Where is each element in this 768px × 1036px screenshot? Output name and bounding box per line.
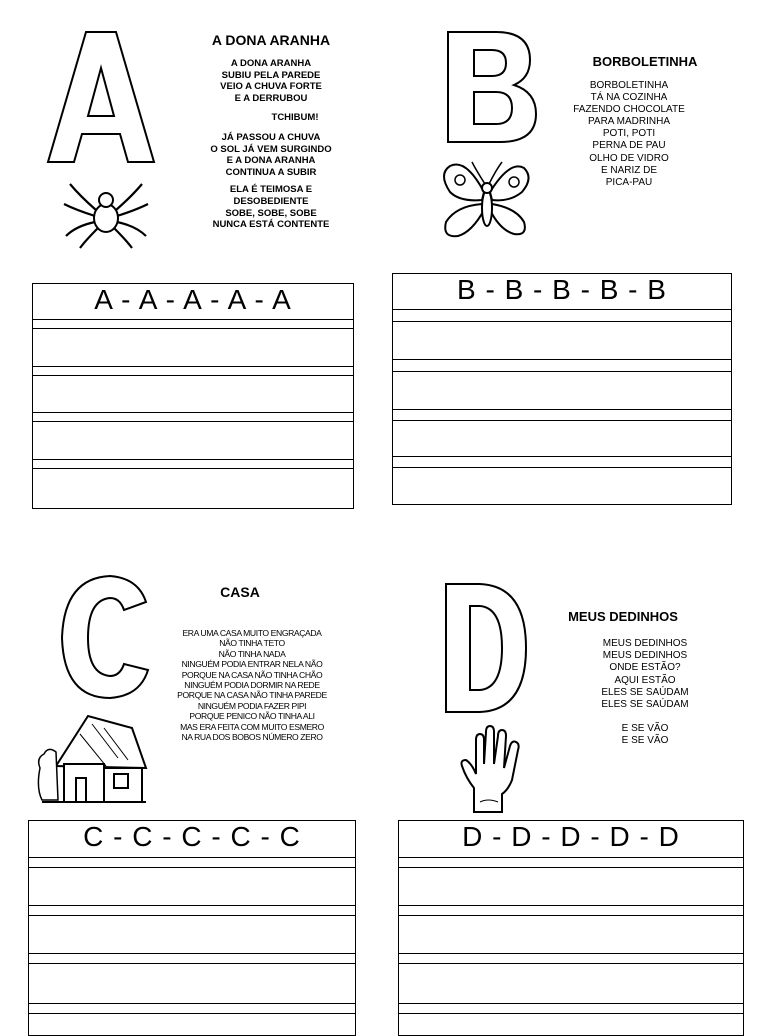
writing-line	[393, 309, 731, 310]
poem-line: O SOL JÁ VEM SURGINDO	[210, 143, 332, 155]
poem-line: BORBOLETINHA	[589, 80, 669, 91]
practice-letters-b: B - B - B - B - B	[457, 274, 667, 305]
poem-b	[554, 80, 704, 189]
poem-line: FAZENDO CHOCOLATE	[573, 104, 685, 116]
writing-line[interactable]	[33, 328, 353, 329]
poem-line: JÁ PASSOU A CHUVA	[221, 131, 321, 143]
poem-d	[580, 638, 710, 748]
writing-line	[399, 953, 743, 954]
poem-title-c: CASA	[220, 584, 260, 600]
poem-line: E NARIZ DE	[600, 164, 658, 176]
poem-line: DESOBEDIENTE	[233, 195, 309, 207]
poem-line: E SE VÃO	[621, 735, 669, 747]
writing-line	[29, 953, 355, 954]
poem-line: NÃO TINHA TETO	[219, 638, 285, 649]
writing-line[interactable]	[393, 456, 731, 457]
poem-line: CONTINUA A SUBIR	[225, 166, 317, 178]
poem-line: ELES SE SAÚDAM	[601, 686, 689, 698]
butterfly-illustration	[436, 152, 536, 246]
writing-line[interactable]	[29, 1003, 355, 1004]
writing-line	[29, 915, 355, 916]
writing-line	[399, 915, 743, 916]
poem-line: E A DONA ARANHA	[226, 155, 316, 167]
practice-letters-d: D - D - D - D - D	[462, 821, 680, 852]
poem-line: TCHIBUM!	[271, 112, 319, 124]
poem-line: SOBE, SOBE, SOBE	[225, 207, 317, 219]
letter-c-outline	[58, 572, 154, 702]
poem-line: OLHO DE VIDRO	[589, 152, 669, 164]
writing-line	[393, 467, 731, 468]
practice-box-b	[392, 273, 732, 505]
poem-line: NINGUÉM PODIA DORMIR NA REDE	[184, 680, 320, 691]
letter-b-outline	[444, 28, 540, 146]
practice-letters-a: A - A - A - A - A	[94, 284, 292, 315]
poem-line: PORQUE NA CASA NÃO TINHA CHÃO	[181, 669, 323, 680]
writing-line	[33, 412, 353, 413]
writing-line[interactable]	[33, 366, 353, 367]
poem-line: POTI, POTI	[602, 128, 656, 140]
section-d	[384, 512, 768, 1024]
writing-line[interactable]	[393, 321, 731, 322]
poem-line: A DONA ARANHA	[230, 58, 312, 69]
practice-letters-c: C - C - C - C - C	[83, 821, 301, 852]
writing-line	[29, 857, 355, 858]
writing-line	[33, 468, 353, 469]
practice-box-d	[398, 820, 744, 1036]
writing-line	[33, 375, 353, 376]
poem-line: NINGUÉM PODIA ENTRAR NELA NÃO	[181, 659, 323, 670]
letter-d-outline	[442, 580, 530, 716]
poem-line: ELA É TEIMOSA E	[229, 184, 313, 196]
poem-line: PICA-PAU	[605, 176, 653, 188]
poem-line: MEUS DEDINHOS	[602, 650, 688, 662]
poem-title-b: BORBOLETINHA	[592, 54, 698, 69]
practice-box-c	[28, 820, 356, 1036]
writing-line	[393, 371, 731, 372]
poem-line: PORQUE NA CASA NÃO TINHA PAREDE	[177, 690, 327, 701]
poem-c	[162, 628, 342, 742]
writing-line	[33, 319, 353, 320]
poem-line: ONDE ESTÃO?	[609, 662, 681, 674]
poem-line: PARA MADRINHA	[587, 116, 671, 128]
section-a	[0, 0, 384, 512]
poem-line: AQUI ESTÃO	[614, 674, 676, 686]
writing-line	[399, 857, 743, 858]
writing-line[interactable]	[399, 1003, 743, 1004]
writing-line[interactable]	[33, 421, 353, 422]
poem-line: NA RUA DOS BOBOS NÚMERO ZERO	[181, 732, 323, 743]
poem-a	[196, 58, 346, 231]
poem-line: E A DERRUBOU	[234, 92, 308, 104]
poem-line: NINGUÉM PODIA FAZER PIPI	[197, 700, 307, 711]
poem-line: MAS ERA FEITA COM MUITO ESMERO	[180, 721, 324, 732]
section-c	[0, 512, 384, 1024]
writing-line[interactable]	[29, 867, 355, 868]
writing-line[interactable]	[399, 905, 743, 906]
house-illustration	[34, 708, 150, 808]
poem-title-a: A DONA ARANHA	[211, 32, 331, 48]
writing-line[interactable]	[29, 905, 355, 906]
poem-line: E SE VÃO	[621, 723, 669, 735]
hand-illustration	[458, 724, 524, 814]
poem-line: VEIO A CHUVA FORTE	[220, 81, 322, 93]
poem-line: SUBIU PELA PAREDE	[221, 69, 321, 81]
writing-line[interactable]	[29, 963, 355, 964]
writing-line[interactable]	[393, 420, 731, 421]
poem-line: NUNCA ESTÁ CONTENTE	[212, 219, 330, 231]
practice-box-a	[32, 283, 354, 509]
writing-line	[393, 409, 731, 410]
writing-line[interactable]	[399, 867, 743, 868]
poem-line: MEUS DEDINHOS	[602, 638, 688, 649]
poem-line: TÁ NA COZINHA	[590, 92, 668, 104]
poem-line: NÃO TINHA NADA	[218, 648, 286, 659]
poem-line: ERA UMA CASA MUITO ENGRAÇADA	[182, 628, 322, 638]
section-b	[384, 0, 768, 512]
poem-line: PERNA DE PAU	[592, 140, 666, 152]
writing-line[interactable]	[393, 359, 731, 360]
writing-line[interactable]	[399, 963, 743, 964]
writing-line	[399, 1013, 743, 1014]
writing-line	[29, 1013, 355, 1014]
poem-title-d: MEUS DEDINHOS	[568, 609, 678, 624]
letter-a-outline	[46, 30, 156, 165]
writing-line[interactable]	[33, 459, 353, 460]
poem-line: ELES SE SAÚDAM	[601, 699, 689, 711]
poem-line: PORQUE PENICO NÃO TINHA ALI	[189, 711, 315, 722]
spider-illustration	[60, 178, 152, 250]
